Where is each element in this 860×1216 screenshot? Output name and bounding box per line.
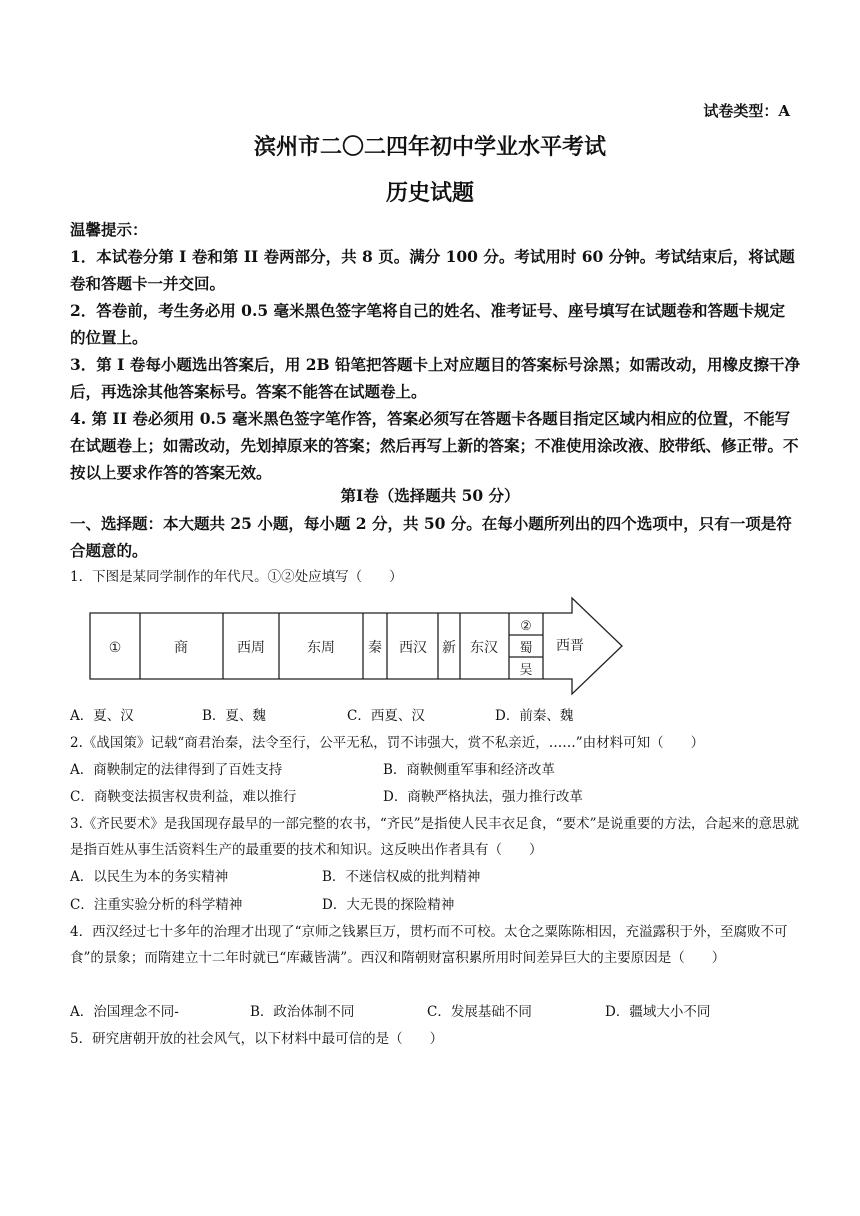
option: A．夏、汉 [70,708,134,724]
section-title: 第Ⅰ卷（选择题共 50 分） [340,486,520,505]
timeline-split-top: ② [520,619,532,634]
option: C．发展基础不同 [427,1004,532,1020]
timeline-cell: 东周 [307,640,335,656]
option: A．以民生为本的务实精神 [70,869,229,885]
timeline-ruler [88,594,628,698]
timeline-cell: 秦 [368,640,382,656]
timeline-split-mid: 蜀 [519,641,533,656]
option: B．商鞅侧重军事和经济改革 [383,762,555,778]
option: B．政治体制不同 [250,1004,355,1020]
question-stem: 2.《战国策》记载“商君治秦，法令至行，公平无私，罚不讳强大，赏不私亲近，……”由材料可知（ ） [70,735,705,751]
option: A．商鞅制定的法律得到了百姓支持 [70,762,283,778]
option: D．大无畏的探险精神 [322,897,455,913]
question-stem: 4．西汉经过七十多年的治理才出现了“京师之钱累巨万，贯朽而不可校。太仓之粟陈陈相因，充溢露积于外，至腐败不可食”的景象；而隋建立十二年时就已“库藏皆满”。西汉和隋朝财富积累所用时间差异巨大的主要原因是（ ） [70,924,788,966]
option: C．注重实验分析的科学精神 [70,897,243,913]
option: C．西夏、汉 [347,708,425,724]
timeline-cell: 东汉 [470,640,498,656]
question-stem: 5．研究唐朝开放的社会风气，以下材料中最可信的是（ ） [70,1031,444,1047]
option: B．不迷信权威的批判精神 [322,869,481,885]
option: A．治国理念不同- [70,1004,179,1020]
section-instruction: 一、选择题：本大题共 25 小题，每小题 2 分，共 50 分。在每小题所列出的四个选项中，只有一项是符合题意的。 [70,514,792,560]
timeline-last: 西晋 [556,638,584,654]
timeline-cell: 商 [174,640,188,656]
option: D．前秦、魏 [495,708,574,724]
question-stem: 3.《齐民要术》是我国现存最早的一部完整的农书，“齐民”是指使人民丰衣足食，“要术”是说重要的方法，合起来的意思就是指百姓从事生活资料生产的最重要的技术和知识。这反映出作者具有（ ） [70,816,799,858]
option: D．疆域大小不同 [605,1004,711,1020]
option: D．商鞅严格执法，强力推行改革 [383,789,583,805]
timeline-cell: 新 [442,640,456,656]
paper-type-label: 试卷类型：A [703,102,790,120]
timeline-cell: ① [108,640,122,656]
tip-item: 3．第 I 卷每小题选出答案后，用 2B 铅笔把答题卡上对应题目的答案标号涂黑；如需改动，用橡皮擦干净后，再选涂其他答案标号。答案不能答在试题卷上。 [70,355,801,401]
tip-item: 1．本试卷分第 I 卷和第 II 卷两部分，共 8 页。满分 100 分。考试用时 60 分钟。考试结束后，将试题卷和答题卡一并交回。 [70,247,795,293]
timeline-cell: 西周 [237,640,265,656]
option: C．商鞅变法损害权贵利益，难以推行 [70,789,297,805]
timeline-split-bottom: 吴 [519,663,533,678]
exam-title: 滨州市二〇二四年初中学业水平考试 [253,134,606,160]
question-stem: 1．下图是某同学制作的年代尺。①②处应填写（ ） [70,569,403,585]
tips-heading: 温馨提示： [70,220,148,239]
exam-subtitle: 历史试题 [385,180,474,206]
tip-item: 2．答卷前，考生务必用 0.5 毫米黑色签字笔将自己的姓名、准考证号、座号填写在试题卷和答题卡规定的位置上。 [70,301,786,347]
option: B．夏、魏 [202,708,266,724]
timeline-cell: 西汉 [399,640,427,656]
tip-item: 4. 第 II 卷必须用 0.5 毫米黑色签字笔作答，答案必须写在答题卡各题目指定区域内相应的位置，不能写在试题卷上；如需改动，先划掉原来的答案；然后再写上新的答案；不准使用涂改液、胶带纸、修正带。不按以上要求作答的答案无效。 [70,409,799,482]
